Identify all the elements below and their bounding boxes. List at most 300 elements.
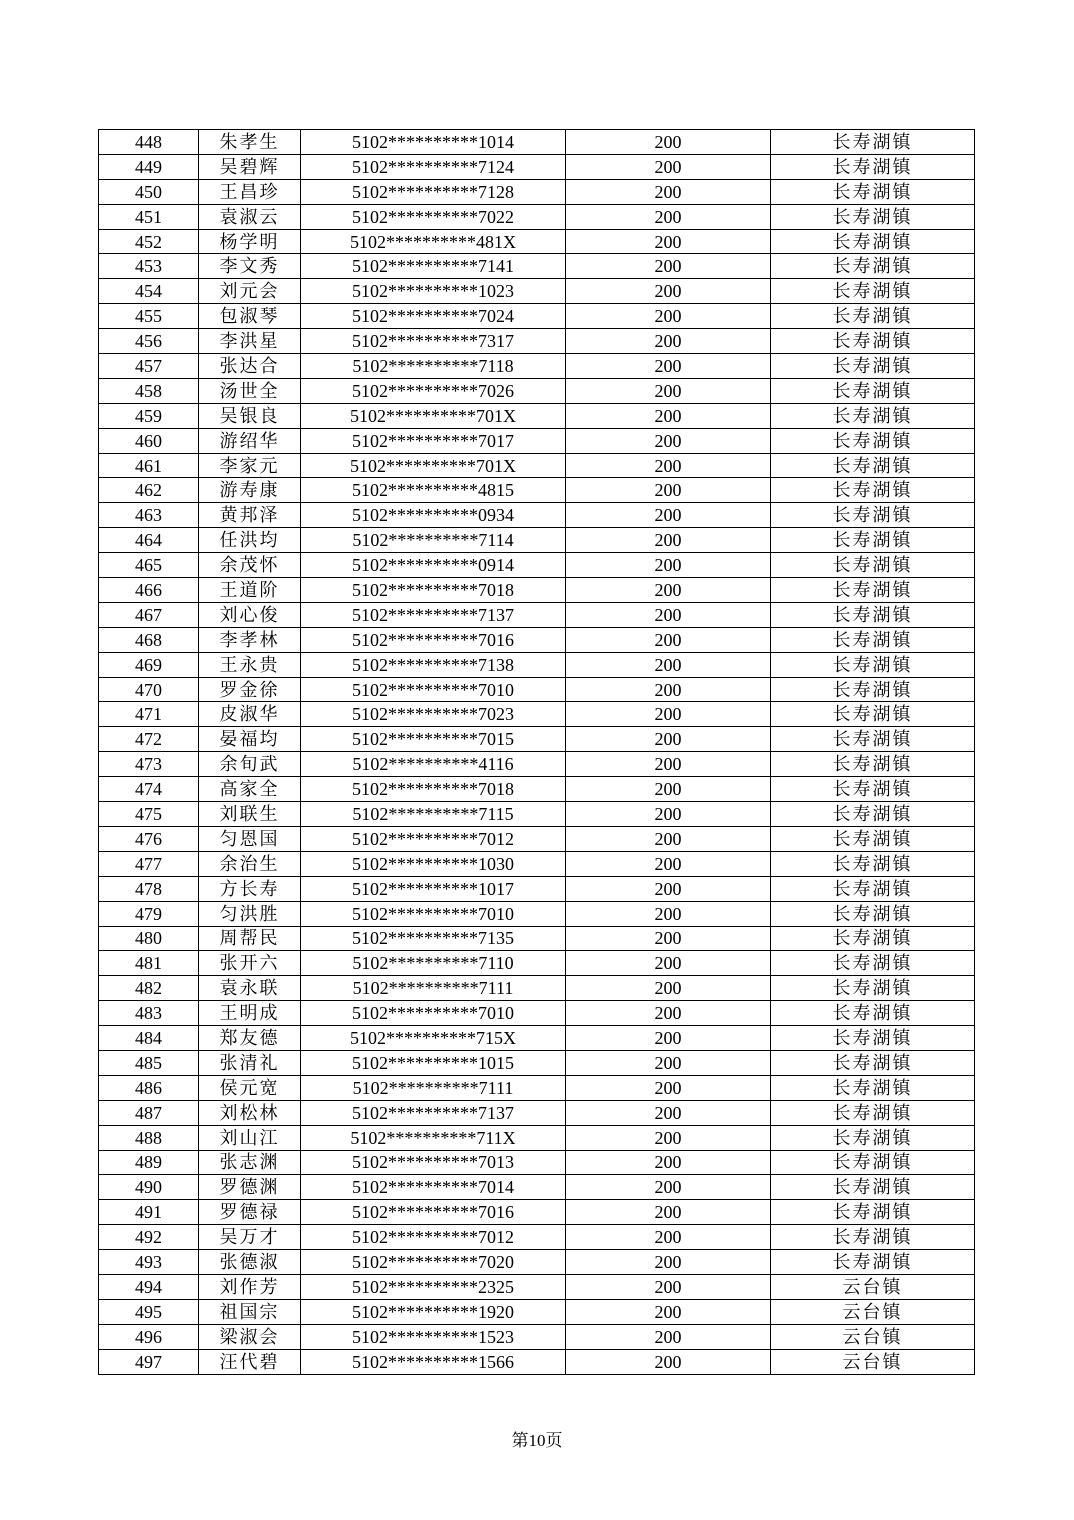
amount-cell: 200 [566, 478, 771, 503]
row-number-cell: 477 [99, 851, 199, 876]
row-number-cell: 467 [99, 602, 199, 627]
table-row [99, 378, 975, 403]
amount-cell: 200 [566, 553, 771, 578]
amount-cell: 200 [566, 254, 771, 279]
row-number-cell: 483 [99, 1001, 199, 1026]
amount-cell: 200 [566, 777, 771, 802]
row-number-cell: 493 [99, 1250, 199, 1275]
id-number-cell: 5102**********7138 [301, 652, 566, 677]
amount-cell: 200 [566, 652, 771, 677]
amount-cell: 200 [566, 1026, 771, 1051]
id-number-cell: 5102**********701X [301, 403, 566, 428]
row-number-cell: 474 [99, 777, 199, 802]
name-cell: 吴万才 [199, 1225, 301, 1250]
name-cell: 朱孝生 [199, 130, 301, 155]
name-cell: 李洪星 [199, 329, 301, 354]
amount-cell: 200 [566, 951, 771, 976]
row-number-cell: 461 [99, 453, 199, 478]
town-cell: 长寿湖镇 [771, 378, 975, 403]
row-number-cell: 471 [99, 702, 199, 727]
row-number-cell: 452 [99, 229, 199, 254]
id-number-cell: 5102**********4116 [301, 752, 566, 777]
id-number-cell: 5102**********7124 [301, 154, 566, 179]
name-cell: 郑友德 [199, 1026, 301, 1051]
name-cell: 王永贵 [199, 652, 301, 677]
town-cell: 长寿湖镇 [771, 403, 975, 428]
row-number-cell: 448 [99, 130, 199, 155]
town-cell: 长寿湖镇 [771, 1150, 975, 1175]
id-number-cell: 5102**********7016 [301, 1200, 566, 1225]
row-number-cell: 450 [99, 179, 199, 204]
table-row [99, 802, 975, 827]
town-cell: 长寿湖镇 [771, 1075, 975, 1100]
table-row [99, 826, 975, 851]
amount-cell: 200 [566, 602, 771, 627]
page-number: 第10页 [511, 1431, 563, 1450]
town-cell: 长寿湖镇 [771, 1225, 975, 1250]
row-number-cell: 482 [99, 976, 199, 1001]
id-number-cell: 5102**********1920 [301, 1299, 566, 1324]
town-cell: 长寿湖镇 [771, 702, 975, 727]
table-row [99, 926, 975, 951]
id-number-cell: 5102**********0934 [301, 503, 566, 528]
row-number-cell: 473 [99, 752, 199, 777]
town-cell: 长寿湖镇 [771, 578, 975, 603]
name-cell: 李孝林 [199, 627, 301, 652]
roster-table [98, 129, 975, 1375]
id-number-cell: 5102**********7020 [301, 1250, 566, 1275]
row-number-cell: 492 [99, 1225, 199, 1250]
amount-cell: 200 [566, 428, 771, 453]
table-row [99, 478, 975, 503]
id-number-cell: 5102**********1017 [301, 876, 566, 901]
town-cell: 长寿湖镇 [771, 503, 975, 528]
table-row [99, 528, 975, 553]
amount-cell: 200 [566, 1075, 771, 1100]
town-cell: 长寿湖镇 [771, 752, 975, 777]
row-number-cell: 462 [99, 478, 199, 503]
amount-cell: 200 [566, 304, 771, 329]
table-row [99, 1349, 975, 1374]
town-cell: 云台镇 [771, 1274, 975, 1299]
town-cell: 长寿湖镇 [771, 254, 975, 279]
name-cell: 李文秀 [199, 254, 301, 279]
table-row [99, 1324, 975, 1349]
table-row [99, 727, 975, 752]
row-number-cell: 454 [99, 279, 199, 304]
town-cell: 长寿湖镇 [771, 802, 975, 827]
amount-cell: 200 [566, 1001, 771, 1026]
amount-cell: 200 [566, 179, 771, 204]
name-cell: 高家全 [199, 777, 301, 802]
row-number-cell: 449 [99, 154, 199, 179]
row-number-cell: 491 [99, 1200, 199, 1225]
table-row [99, 976, 975, 1001]
table-row [99, 1150, 975, 1175]
town-cell: 长寿湖镇 [771, 1250, 975, 1275]
table-row [99, 677, 975, 702]
amount-cell: 200 [566, 1100, 771, 1125]
table-row [99, 1050, 975, 1075]
town-cell: 长寿湖镇 [771, 851, 975, 876]
id-number-cell: 5102**********7018 [301, 777, 566, 802]
town-cell: 长寿湖镇 [771, 1125, 975, 1150]
row-number-cell: 465 [99, 553, 199, 578]
name-cell: 余茂怀 [199, 553, 301, 578]
town-cell: 长寿湖镇 [771, 1001, 975, 1026]
id-number-cell: 5102**********7317 [301, 329, 566, 354]
table-row [99, 428, 975, 453]
table-row [99, 354, 975, 379]
amount-cell: 200 [566, 378, 771, 403]
name-cell: 游绍华 [199, 428, 301, 453]
town-cell: 长寿湖镇 [771, 876, 975, 901]
name-cell: 罗金徐 [199, 677, 301, 702]
amount-cell: 200 [566, 329, 771, 354]
name-cell: 张清礼 [199, 1050, 301, 1075]
id-number-cell: 5102**********7017 [301, 428, 566, 453]
id-number-cell: 5102**********7023 [301, 702, 566, 727]
table-row [99, 752, 975, 777]
row-number-cell: 488 [99, 1125, 199, 1150]
name-cell: 李家元 [199, 453, 301, 478]
name-cell: 张志渊 [199, 1150, 301, 1175]
amount-cell: 200 [566, 1225, 771, 1250]
town-cell: 长寿湖镇 [771, 1175, 975, 1200]
table-row [99, 229, 975, 254]
name-cell: 汤世全 [199, 378, 301, 403]
town-cell: 云台镇 [771, 1324, 975, 1349]
town-cell: 长寿湖镇 [771, 329, 975, 354]
table-row [99, 652, 975, 677]
town-cell: 长寿湖镇 [771, 951, 975, 976]
row-number-cell: 455 [99, 304, 199, 329]
id-number-cell: 5102**********715X [301, 1026, 566, 1051]
name-cell: 余旬武 [199, 752, 301, 777]
table-row [99, 1299, 975, 1324]
table-row [99, 254, 975, 279]
row-number-cell: 468 [99, 627, 199, 652]
table-row [99, 1125, 975, 1150]
town-cell: 长寿湖镇 [771, 279, 975, 304]
name-cell: 袁永联 [199, 976, 301, 1001]
row-number-cell: 469 [99, 652, 199, 677]
name-cell: 刘山江 [199, 1125, 301, 1150]
amount-cell: 200 [566, 279, 771, 304]
row-number-cell: 478 [99, 876, 199, 901]
town-cell: 长寿湖镇 [771, 1026, 975, 1051]
amount-cell: 200 [566, 901, 771, 926]
row-number-cell: 456 [99, 329, 199, 354]
amount-cell: 200 [566, 229, 771, 254]
amount-cell: 200 [566, 1050, 771, 1075]
amount-cell: 200 [566, 503, 771, 528]
id-number-cell: 5102**********1523 [301, 1324, 566, 1349]
name-cell: 祖国宗 [199, 1299, 301, 1324]
table-row [99, 578, 975, 603]
id-number-cell: 5102**********1014 [301, 130, 566, 155]
name-cell: 刘心俊 [199, 602, 301, 627]
amount-cell: 200 [566, 727, 771, 752]
row-number-cell: 458 [99, 378, 199, 403]
row-number-cell: 480 [99, 926, 199, 951]
row-number-cell: 481 [99, 951, 199, 976]
name-cell: 黄邦泽 [199, 503, 301, 528]
row-number-cell: 486 [99, 1075, 199, 1100]
amount-cell: 200 [566, 453, 771, 478]
table-row [99, 154, 975, 179]
amount-cell: 200 [566, 1175, 771, 1200]
town-cell: 长寿湖镇 [771, 453, 975, 478]
table-row [99, 1225, 975, 1250]
row-number-cell: 460 [99, 428, 199, 453]
amount-cell: 200 [566, 926, 771, 951]
name-cell: 匀恩国 [199, 826, 301, 851]
row-number-cell: 494 [99, 1274, 199, 1299]
town-cell: 长寿湖镇 [771, 926, 975, 951]
id-number-cell: 5102**********7010 [301, 1001, 566, 1026]
id-number-cell: 5102**********7137 [301, 1100, 566, 1125]
row-number-cell: 495 [99, 1299, 199, 1324]
id-number-cell: 5102**********7137 [301, 602, 566, 627]
table-row [99, 130, 975, 155]
id-number-cell: 5102**********7110 [301, 951, 566, 976]
amount-cell: 200 [566, 1250, 771, 1275]
table-row [99, 329, 975, 354]
id-number-cell: 5102**********7115 [301, 802, 566, 827]
id-number-cell: 5102**********7015 [301, 727, 566, 752]
name-cell: 侯元宽 [199, 1075, 301, 1100]
id-number-cell: 5102**********2325 [301, 1274, 566, 1299]
table-row [99, 453, 975, 478]
town-cell: 长寿湖镇 [771, 901, 975, 926]
row-number-cell: 487 [99, 1100, 199, 1125]
id-number-cell: 5102**********7012 [301, 826, 566, 851]
amount-cell: 200 [566, 627, 771, 652]
name-cell: 包淑琴 [199, 304, 301, 329]
town-cell: 云台镇 [771, 1349, 975, 1374]
town-cell: 长寿湖镇 [771, 826, 975, 851]
id-number-cell: 5102**********7128 [301, 179, 566, 204]
row-number-cell: 484 [99, 1026, 199, 1051]
town-cell: 长寿湖镇 [771, 528, 975, 553]
id-number-cell: 5102**********7111 [301, 976, 566, 1001]
amount-cell: 200 [566, 1200, 771, 1225]
town-cell: 云台镇 [771, 1299, 975, 1324]
table-row [99, 1001, 975, 1026]
town-cell: 长寿湖镇 [771, 602, 975, 627]
row-number-cell: 459 [99, 403, 199, 428]
town-cell: 长寿湖镇 [771, 652, 975, 677]
name-cell: 王昌珍 [199, 179, 301, 204]
amount-cell: 200 [566, 1125, 771, 1150]
row-number-cell: 457 [99, 354, 199, 379]
id-number-cell: 5102**********1566 [301, 1349, 566, 1374]
name-cell: 袁淑云 [199, 204, 301, 229]
table-row [99, 602, 975, 627]
id-number-cell: 5102**********7016 [301, 627, 566, 652]
row-number-cell: 470 [99, 677, 199, 702]
name-cell: 吴银良 [199, 403, 301, 428]
amount-cell: 200 [566, 826, 771, 851]
town-cell: 长寿湖镇 [771, 677, 975, 702]
amount-cell: 200 [566, 677, 771, 702]
table-row [99, 876, 975, 901]
table-row [99, 627, 975, 652]
table-row [99, 1026, 975, 1051]
amount-cell: 200 [566, 204, 771, 229]
id-number-cell: 5102**********7018 [301, 578, 566, 603]
town-cell: 长寿湖镇 [771, 627, 975, 652]
table-row [99, 901, 975, 926]
town-cell: 长寿湖镇 [771, 179, 975, 204]
table-row [99, 777, 975, 802]
row-number-cell: 475 [99, 802, 199, 827]
roster-table-body [99, 130, 975, 1375]
name-cell: 吴碧辉 [199, 154, 301, 179]
town-cell: 长寿湖镇 [771, 976, 975, 1001]
name-cell: 刘元会 [199, 279, 301, 304]
amount-cell: 200 [566, 1274, 771, 1299]
amount-cell: 200 [566, 802, 771, 827]
id-number-cell: 5102**********7118 [301, 354, 566, 379]
table-row [99, 553, 975, 578]
name-cell: 刘作芳 [199, 1274, 301, 1299]
amount-cell: 200 [566, 1299, 771, 1324]
amount-cell: 200 [566, 752, 771, 777]
id-number-cell: 5102**********7024 [301, 304, 566, 329]
table-row [99, 1274, 975, 1299]
row-number-cell: 479 [99, 901, 199, 926]
row-number-cell: 466 [99, 578, 199, 603]
amount-cell: 200 [566, 976, 771, 1001]
table-row [99, 1100, 975, 1125]
name-cell: 杨学明 [199, 229, 301, 254]
table-row [99, 702, 975, 727]
id-number-cell: 5102**********7022 [301, 204, 566, 229]
id-number-cell: 5102**********7013 [301, 1150, 566, 1175]
town-cell: 长寿湖镇 [771, 154, 975, 179]
id-number-cell: 5102**********7114 [301, 528, 566, 553]
table-row [99, 851, 975, 876]
table-row [99, 1175, 975, 1200]
id-number-cell: 5102**********701X [301, 453, 566, 478]
name-cell: 王明成 [199, 1001, 301, 1026]
table-row [99, 1200, 975, 1225]
name-cell: 余治生 [199, 851, 301, 876]
amount-cell: 200 [566, 876, 771, 901]
id-number-cell: 5102**********7010 [301, 901, 566, 926]
town-cell: 长寿湖镇 [771, 304, 975, 329]
table-row [99, 304, 975, 329]
name-cell: 汪代碧 [199, 1349, 301, 1374]
name-cell: 周帮民 [199, 926, 301, 951]
town-cell: 长寿湖镇 [771, 130, 975, 155]
name-cell: 张开六 [199, 951, 301, 976]
row-number-cell: 489 [99, 1150, 199, 1175]
row-number-cell: 497 [99, 1349, 199, 1374]
row-number-cell: 476 [99, 826, 199, 851]
row-number-cell: 453 [99, 254, 199, 279]
name-cell: 任洪均 [199, 528, 301, 553]
table-row [99, 279, 975, 304]
id-number-cell: 5102**********1023 [301, 279, 566, 304]
id-number-cell: 5102**********7135 [301, 926, 566, 951]
amount-cell: 200 [566, 154, 771, 179]
name-cell: 王道阶 [199, 578, 301, 603]
name-cell: 张达合 [199, 354, 301, 379]
name-cell: 方长寿 [199, 876, 301, 901]
table-row [99, 1250, 975, 1275]
id-number-cell: 5102**********4815 [301, 478, 566, 503]
town-cell: 长寿湖镇 [771, 354, 975, 379]
table-row [99, 179, 975, 204]
amount-cell: 200 [566, 528, 771, 553]
name-cell: 游寿康 [199, 478, 301, 503]
name-cell: 刘松林 [199, 1100, 301, 1125]
row-number-cell: 485 [99, 1050, 199, 1075]
amount-cell: 200 [566, 578, 771, 603]
id-number-cell: 5102**********1015 [301, 1050, 566, 1075]
id-number-cell: 5102**********0914 [301, 553, 566, 578]
id-number-cell: 5102**********7026 [301, 378, 566, 403]
name-cell: 刘联生 [199, 802, 301, 827]
row-number-cell: 472 [99, 727, 199, 752]
town-cell: 长寿湖镇 [771, 777, 975, 802]
row-number-cell: 490 [99, 1175, 199, 1200]
amount-cell: 200 [566, 130, 771, 155]
amount-cell: 200 [566, 354, 771, 379]
table-row [99, 1075, 975, 1100]
table-row [99, 951, 975, 976]
table-row [99, 204, 975, 229]
amount-cell: 200 [566, 1150, 771, 1175]
town-cell: 长寿湖镇 [771, 204, 975, 229]
id-number-cell: 5102**********7014 [301, 1175, 566, 1200]
name-cell: 罗德禄 [199, 1200, 301, 1225]
name-cell: 罗德渊 [199, 1175, 301, 1200]
amount-cell: 200 [566, 403, 771, 428]
name-cell: 梁淑会 [199, 1324, 301, 1349]
town-cell: 长寿湖镇 [771, 1050, 975, 1075]
name-cell: 晏福均 [199, 727, 301, 752]
table-row [99, 403, 975, 428]
row-number-cell: 463 [99, 503, 199, 528]
id-number-cell: 5102**********7012 [301, 1225, 566, 1250]
table-row [99, 503, 975, 528]
row-number-cell: 496 [99, 1324, 199, 1349]
name-cell: 皮淑华 [199, 702, 301, 727]
id-number-cell: 5102**********1030 [301, 851, 566, 876]
id-number-cell: 5102**********7141 [301, 254, 566, 279]
amount-cell: 200 [566, 1349, 771, 1374]
row-number-cell: 451 [99, 204, 199, 229]
amount-cell: 200 [566, 851, 771, 876]
town-cell: 长寿湖镇 [771, 553, 975, 578]
id-number-cell: 5102**********7010 [301, 677, 566, 702]
town-cell: 长寿湖镇 [771, 428, 975, 453]
amount-cell: 200 [566, 702, 771, 727]
id-number-cell: 5102**********711X [301, 1125, 566, 1150]
town-cell: 长寿湖镇 [771, 478, 975, 503]
town-cell: 长寿湖镇 [771, 727, 975, 752]
town-cell: 长寿湖镇 [771, 1100, 975, 1125]
town-cell: 长寿湖镇 [771, 229, 975, 254]
name-cell: 匀洪胜 [199, 901, 301, 926]
row-number-cell: 464 [99, 528, 199, 553]
id-number-cell: 5102**********7111 [301, 1075, 566, 1100]
town-cell: 长寿湖镇 [771, 1200, 975, 1225]
